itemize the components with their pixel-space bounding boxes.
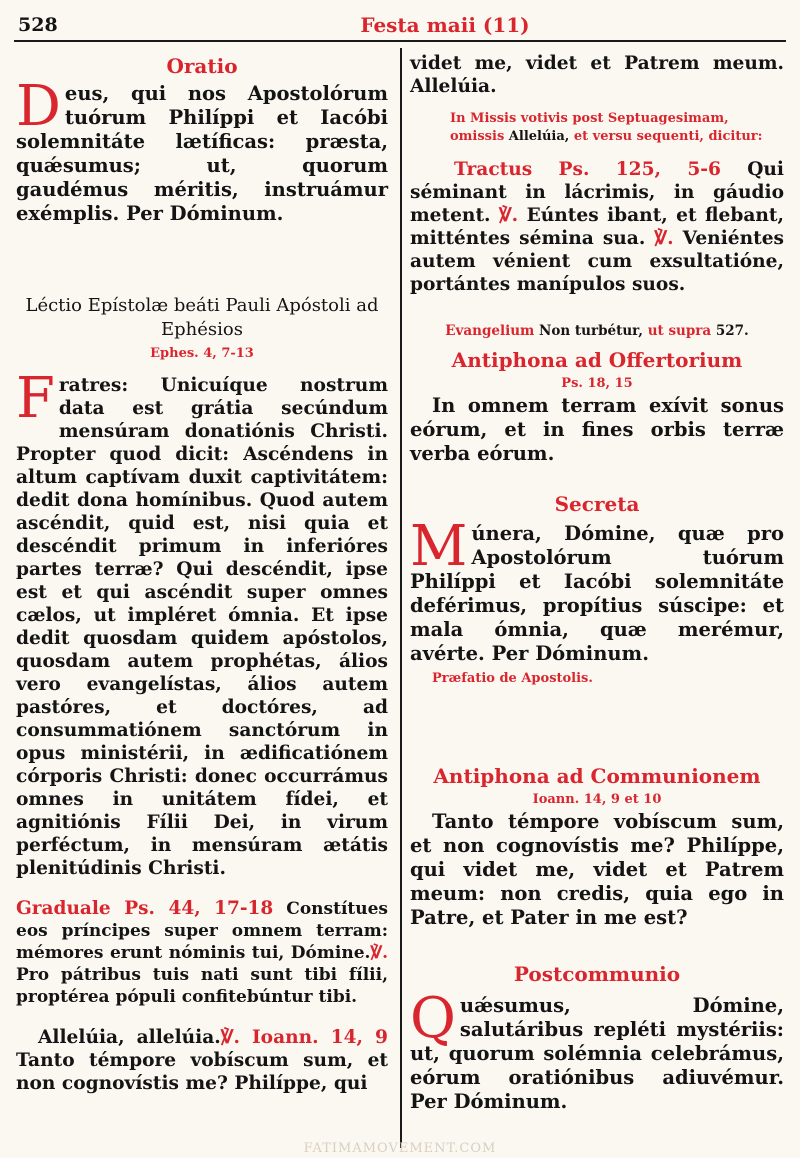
oratio-heading: Oratio (166, 54, 238, 78)
rubric-alleluia: Allelúia, (508, 129, 570, 144)
postcommunio-body: uǽsumus, Dómine, salutáribus repléti mystériis: ut, quorum solémnia celebrámus, eórum oratiónibus adiuvémur. Per Dóminum. (410, 994, 784, 1113)
rubric-part-2: et versu sequenti, dicitur: (573, 129, 763, 144)
secreta-drop-initial: M (410, 514, 468, 579)
postcommunio-drop-initial: Q (410, 986, 456, 1051)
left-column (16, 52, 388, 1095)
tractus-text-2: Eúntes ibant, et flebant, mitténtes sémina sua. (410, 205, 784, 249)
praefatio-rubric: Præfatio de Apostolis. (432, 671, 593, 686)
evangelium-incipit: Non turbétur, (539, 323, 643, 339)
alleluia-verse: Tanto témpore vobíscum sum, et non cognovístis me? Philíppe, qui (16, 1050, 388, 1094)
versicle-symbol: ℣. (654, 228, 674, 249)
postcommunio-heading: Postcommunio (513, 962, 681, 986)
lectio-drop-initial: F (16, 366, 55, 431)
alleluia (16, 1026, 388, 1095)
rubric-votive (410, 110, 784, 146)
oratio-body: eus, qui nos Apostolórum tuórum Philíppi et Iacóbi solemnitáte lætíficas: præsta, quǽsumus; ut, quorum gaudémus méritis, instruámur exémplis. Per Dóminum. (16, 82, 388, 225)
secreta-heading: Secreta (554, 492, 640, 516)
offertorium-heading: Antiphona ad Offertorium (451, 348, 743, 372)
lectio-body: ratres: Unicuíque nostrum data est grátia secúndum mensúram donatiónis Christi. Propter quod dicit: Ascéndens in altum captívam duxit captivitátem: dedit dona homínibus. Quod autem ascéndit, quid est, nisi quia et descéndit primum in inferióres partes terræ? Qui descéndit, ipse est et qui ascéndit super omnes cælos, ut impléret ómnia. Et ipse dedit quosdam quidem apóstolos, quosdam autem prophétas, álios vero evangelístas, álios autem pastóres, et doctóres, ad consummatiónem sanctórum in opus ministérii, in ædificatiónem córporis Christi: donec occurrámus omnes in unitátem fídei, et agnitiónis Fílii Dei, in virum perféctum, in mensúram ætátis plenitúdinis Christi. (16, 375, 388, 879)
lectio-reference: Ephes. 4, 7-13 (150, 346, 254, 361)
graduale-text-1: Constítues eos príncipes super omnem terram: mémores erunt nóminis tui, Dómine. (16, 899, 389, 963)
tractus-text-1: Qui séminant in lácrimis, in gáudio metent. (410, 159, 784, 226)
graduale-label: Graduale Ps. 44, 17-18 (16, 898, 274, 919)
communio-reference: Ioann. 14, 9 et 10 (532, 792, 662, 807)
communio-text: Tanto témpore vobíscum sum, et non cognovístis me? Philíppe, qui videt me, videt et Patrem meum: non credis, quia ego in Patre, et Pater in me est? (410, 810, 784, 929)
continued-verse: videt me, videt et Patrem meum. Allelúia. (410, 53, 784, 97)
secreta-text (410, 514, 784, 666)
oratio-drop-initial: D (16, 74, 61, 139)
alleluia-text: Allelúia, allelúia. (38, 1027, 221, 1048)
graduale-text-2: Pro pátribus tuis nati sunt tibi fílii, proptérea pópuli confitebúntur tibi. (16, 965, 388, 1007)
column-divider (400, 48, 402, 1148)
watermark: FATIMAMOVEMENT.COM (303, 1141, 497, 1156)
secreta-body: únera, Dómine, quæ pro Apostolórum tuórum Philíppi et Iacóbi solemnitáte deférimus, propítius súscipe: et mala ómnia, quæ merémur, avérte. Per Dóminum. (410, 522, 784, 665)
rubric-part-1: In Missis votivis post Septuagesimam, omissis (450, 111, 729, 144)
oratio-text (16, 74, 388, 226)
running-title: Festa maii (11) (360, 13, 530, 37)
evangelium-reference: ut supra (647, 323, 712, 339)
offertorium-reference: Ps. 18, 15 (561, 376, 633, 391)
versicle-symbol: ℣. (370, 943, 388, 963)
evangelium-page: 527. (715, 323, 749, 339)
tractus-label: Tractus Ps. 125, 5-6 (454, 159, 721, 180)
versicle-symbol: ℣. (220, 1027, 240, 1048)
offertorium-text: In omnem terram exívit sonus eórum, et in fines orbis terræ verba eórum. (410, 394, 784, 465)
tractus (410, 158, 784, 296)
postcommunio-text (410, 986, 784, 1114)
communio-heading: Antiphona ad Communionem (433, 764, 761, 788)
page-number: 528 (18, 14, 58, 36)
evangelium-label: Evangelium (445, 323, 535, 339)
lectio-title: Léctio Epístolæ beáti Pauli Apóstoli ad Ephésios (25, 295, 379, 340)
versicle-symbol: ℣. (498, 205, 519, 226)
lectio-text (16, 366, 388, 880)
tractus-text-3: Veniéntes autem vénient cum exsultatióne, portántes manípulos suos. (410, 228, 784, 295)
right-column (410, 52, 784, 1114)
alleluia-reference: Ioann. 14, 9 (251, 1027, 388, 1048)
evangelium-line (410, 322, 784, 340)
graduale (16, 898, 388, 1008)
page-header (14, 10, 786, 42)
